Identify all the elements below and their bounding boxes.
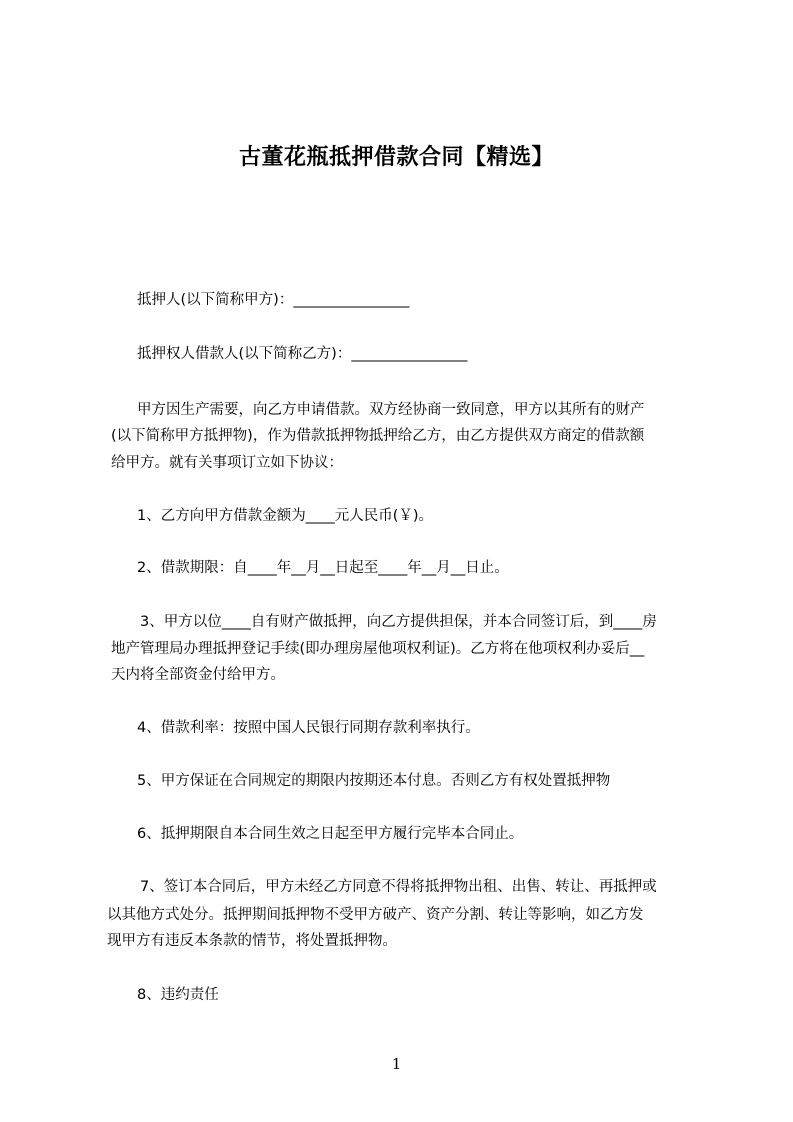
clause-5: 5、甲方保证在合同规定的期限内按期还本付息。否则乙方有权处置抵押物 [137,773,611,789]
party-b-line: 抵押权人借款人(以下简称乙方)：________________ [137,346,468,362]
clause-8-heading: 8、违约责任 [137,987,219,1003]
page-number: 1 [391,1055,402,1073]
intro-line-3: 给甲方。就有关事项订立如下协议： [111,455,343,471]
clause-7-line-2: 以其他方式处分。抵押期间抵押物不受甲方破产、资产分割、转让等影响，如乙方发 [107,907,644,923]
intro-line-1: 甲方因生产需要，向乙方申请借款。双方经协商一致同意，甲方以其所有的财产 [137,402,645,418]
clause-1: 1、乙方向甲方借款金额为____元人民币(￥)。 [137,508,434,524]
intro-line-2: (以下简称甲方抵押物)，作为借款抵押物抵押给乙方，由乙方提供双方商定的借款额 [111,428,645,444]
clause-2: 2、借款期限：自____年__月__日起至____年__月__日止。 [137,560,509,576]
clause-3-line-2: 地产管理局办理抵押登记手续(即办理房屋他项权利证)。乙方将在他项权利办妥后__ [111,641,645,657]
clause-4: 4、借款利率：按照中国人民银行同期存款利率执行。 [137,720,480,736]
clause-7-line-1: 7、签订本合同后，甲方未经乙方同意不得将抵押物出租、出售、转让、再抵押或 [140,879,657,895]
clause-6: 6、抵押期限自本合同生效之日起至甲方履行完毕本合同止。 [137,826,524,842]
clause-3-line-3: 天内将全部资金付给甲方。 [111,667,285,683]
document-title: 古董花瓶抵押借款合同【精选】 [238,145,554,170]
clause-3-line-1: 3、甲方以位____自有财产做抵押，向乙方提供担保，并本合同签订后，到____房 [140,614,657,630]
clause-7-line-3: 现甲方有违反本条款的情节，将处置抵押物。 [107,933,397,949]
party-a-line: 抵押人(以下简称甲方)：________________ [137,292,410,308]
